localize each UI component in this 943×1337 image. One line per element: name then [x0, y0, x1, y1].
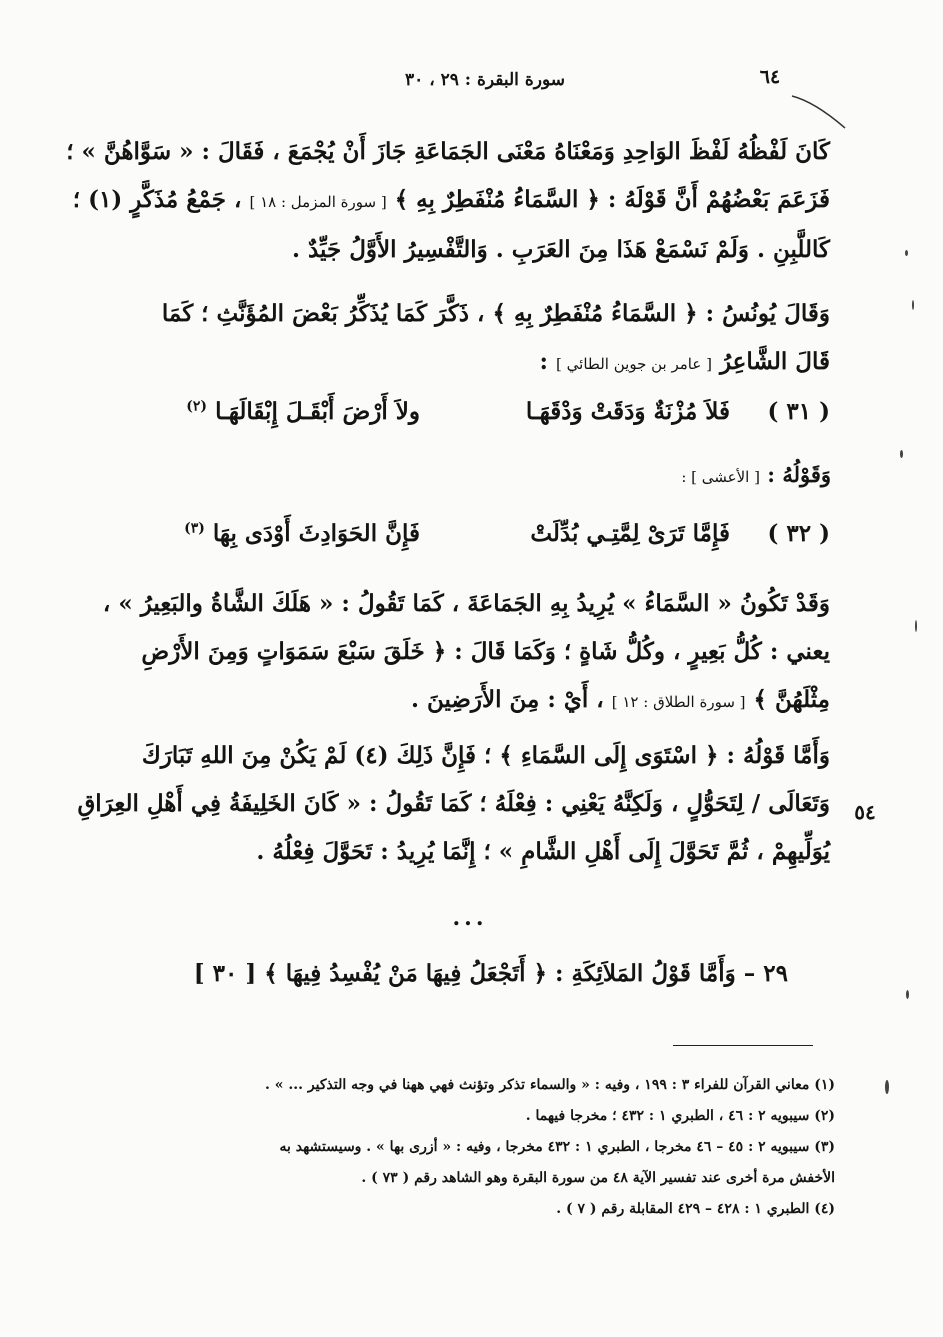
- verse-hemistich-first: فَإِمَّا تَرَىْ لِمَّتِـي بُدِّلَتْ: [530, 520, 730, 547]
- text-run: فَزَعَمَ بَعْضُهُمْ أَنَّ قَوْلَهُ : ﴿ السَّمَاءُ مُنْفَطِرٌ بِهِ ﴾: [394, 186, 830, 213]
- scan-speck: [885, 1080, 889, 1094]
- text-line: [100, 338, 830, 388]
- margin-page-marker: ٥٤: [854, 800, 876, 824]
- footnote-ref: (٣): [184, 520, 205, 537]
- text-run: :: [539, 348, 549, 375]
- hemistich-text: فَإِنَّ الحَوَادِثَ أَوْدَى بِهَا: [212, 520, 420, 547]
- footnote-3-continued: الأخفش مرة أخرى عند تفسير الآية ٤٨ من سورة البقرة وهو الشاهد رقم ( ٧٣ ) .: [361, 1170, 835, 1186]
- paragraph-1: [66, 128, 830, 274]
- footnote-3: (٣) سيبويه ٢ : ٤٥ – ٤٦ مخرجا ، الطبري ١ : ٤٣٢ مخرجا ، وفيه : « أزرى بها » . وسيستشهد به: [279, 1139, 835, 1155]
- verse-number: ( ٣٢ ): [767, 520, 830, 547]
- text-line: كَانَ لَفْظُهُ لَفْظَ الوَاحِدِ وَمَعْنَاهُ مَعْنَى الجَمَاعَةِ جَازَ أَنْ يُجْمَعَ ، فَقَالَ : « سَوَّاهُنَّ » ؛: [66, 138, 830, 165]
- verse-32-intro: [431, 462, 831, 487]
- scan-speck: [900, 450, 903, 458]
- poet-attribution: [ الأعشى ] :: [681, 468, 760, 486]
- quran-reference: [ سورة المزمل : ١٨ ]: [249, 193, 387, 211]
- intro-text: وَقَوْلُهُ :: [767, 462, 831, 487]
- verse-number: ( ٣١ ): [767, 398, 830, 425]
- page-number: ٦٤: [759, 66, 781, 88]
- section-text: وَأَمَّا قَوْلُ المَلاَئِكَةِ : ﴿ أَتَجْعَلُ فِيهَا مَنْ يُفْسِدُ فِيهَا ﴾ [ ٣٠ ]: [193, 960, 736, 987]
- scan-stroke-mark: [790, 92, 850, 132]
- verse-32: [110, 520, 830, 570]
- text-line: وَأَمَّا قَوْلُهُ : ﴿ اسْتَوَى إِلَى السَّمَاءِ ﴾ ؛ فَإِنَّ ذَلِكَ (٤) لَمْ يَكُنْ مِنَ اللهِ تَبَارَكَ: [141, 742, 830, 769]
- quran-reference: [ سورة الطلاق : ١٢ ]: [611, 693, 746, 711]
- section-heading-29: [148, 960, 788, 987]
- footnote-4: (٤) الطبري ١ : ٤٢٨ – ٤٢٩ المقابلة رقم ( ٧ ) .: [556, 1201, 835, 1217]
- poet-attribution: [ عامر بن جوين الطائي ]: [556, 355, 712, 373]
- text-line: وَقَالَ يُونُسُ : ﴿ السَّمَاءُ مُنْفَطِرٌ بِهِ ﴾ ، ذَكَّرَ كَمَا يُذَكِّرُ بَعْضَ المُؤَنَّثِ ؛ كَمَا: [161, 300, 830, 327]
- verse-hemistich-second: [186, 398, 420, 425]
- scan-speck: [912, 300, 914, 310]
- footnote-ref: (٢): [186, 398, 208, 415]
- footnote-1: (١) معاني القرآن للفراء ٣ : ١٩٩ ، وفيه : « والسماء تذكر وتؤنث فهي ههنا في وجه التذكير ... » .: [265, 1077, 835, 1093]
- scan-speck: [915, 620, 917, 632]
- text-line: [100, 676, 830, 726]
- scan-speck: [905, 250, 908, 256]
- text-line: كَاللَّبِنِ . وَلَمْ نَسْمَعْ هَذَا مِنَ العَرَبِ . وَالتَّفْسِيرُ الأَوَّلُ جَيِّدٌ .: [291, 236, 830, 263]
- text-line: يُوَلِّيهِمْ ، ثُمَّ تَحَوَّلَ إِلَى أَهْلِ الشَّامِ » ؛ إِنَّمَا يُرِيدُ : تَحَوَّلَ فِعْلُهُ .: [256, 838, 830, 865]
- hemistich-text: ولاَ أَرْضَ أَبْقَـلَ إِبْقَالَهَـا: [215, 398, 420, 425]
- running-header: سورة البقرة : ٢٩ ، ٣٠: [405, 70, 565, 90]
- text-line: [72, 176, 830, 226]
- footnote-2: (٢) سيبويه ٢ : ٤٦ ، الطبري ١ : ٤٣٢ ؛ مخرجا فيهما .: [525, 1108, 835, 1124]
- footnote-divider: [673, 1045, 813, 1046]
- paragraph-3: [100, 580, 830, 726]
- verse-31: [110, 398, 830, 448]
- text-run: ، جَمْعُ مُذَكَّرٍ (١) ؛: [72, 186, 242, 213]
- text-line: يعني : كُلُّ بَعِيرٍ ، وكُلُّ شَاةٍ ؛ وَكَمَا قَالَ : ﴿ خَلَقَ سَبْعَ سَمَوَاتٍ وَمِنَ الأَرْضِ: [141, 638, 830, 665]
- scan-speck: [906, 990, 909, 999]
- text-run: ، أَيْ : مِنَ الأَرَضِينَ .: [410, 686, 604, 713]
- verse-hemistich-second: [184, 520, 420, 547]
- text-line: وَتَعَالَى / لِتَحَوُّلٍ ، وَلَكِنَّهُ يَعْنِي : فِعْلَهُ ؛ كَمَا تَقُولُ : « كَانَ الخَلِيفَةُ فِي أَهْلِ العِرَاقِ: [77, 790, 830, 817]
- text-line: وَقَدْ تَكُونُ « السَّمَاءُ » يُرِيدُ بِهِ الجَمَاعَةَ ، كَمَا تَقُولُ : « هَلَكَ الشَّاةُ والبَعِيرُ » ،: [102, 590, 830, 617]
- verse-hemistich-first: فَلاَ مُزْنَةٌ وَدَقَتْ وَدْقَهَـا: [525, 398, 730, 425]
- text-run: مِثْلَهُنَّ ﴾: [753, 686, 830, 713]
- paragraph-2: [100, 290, 830, 388]
- section-number: ٢٩ –: [743, 960, 788, 987]
- footnotes: [110, 1070, 835, 1225]
- text-run: قَالَ الشَّاعِرُ: [719, 348, 830, 375]
- paragraph-4: [77, 732, 830, 876]
- section-separator: ...: [452, 905, 488, 931]
